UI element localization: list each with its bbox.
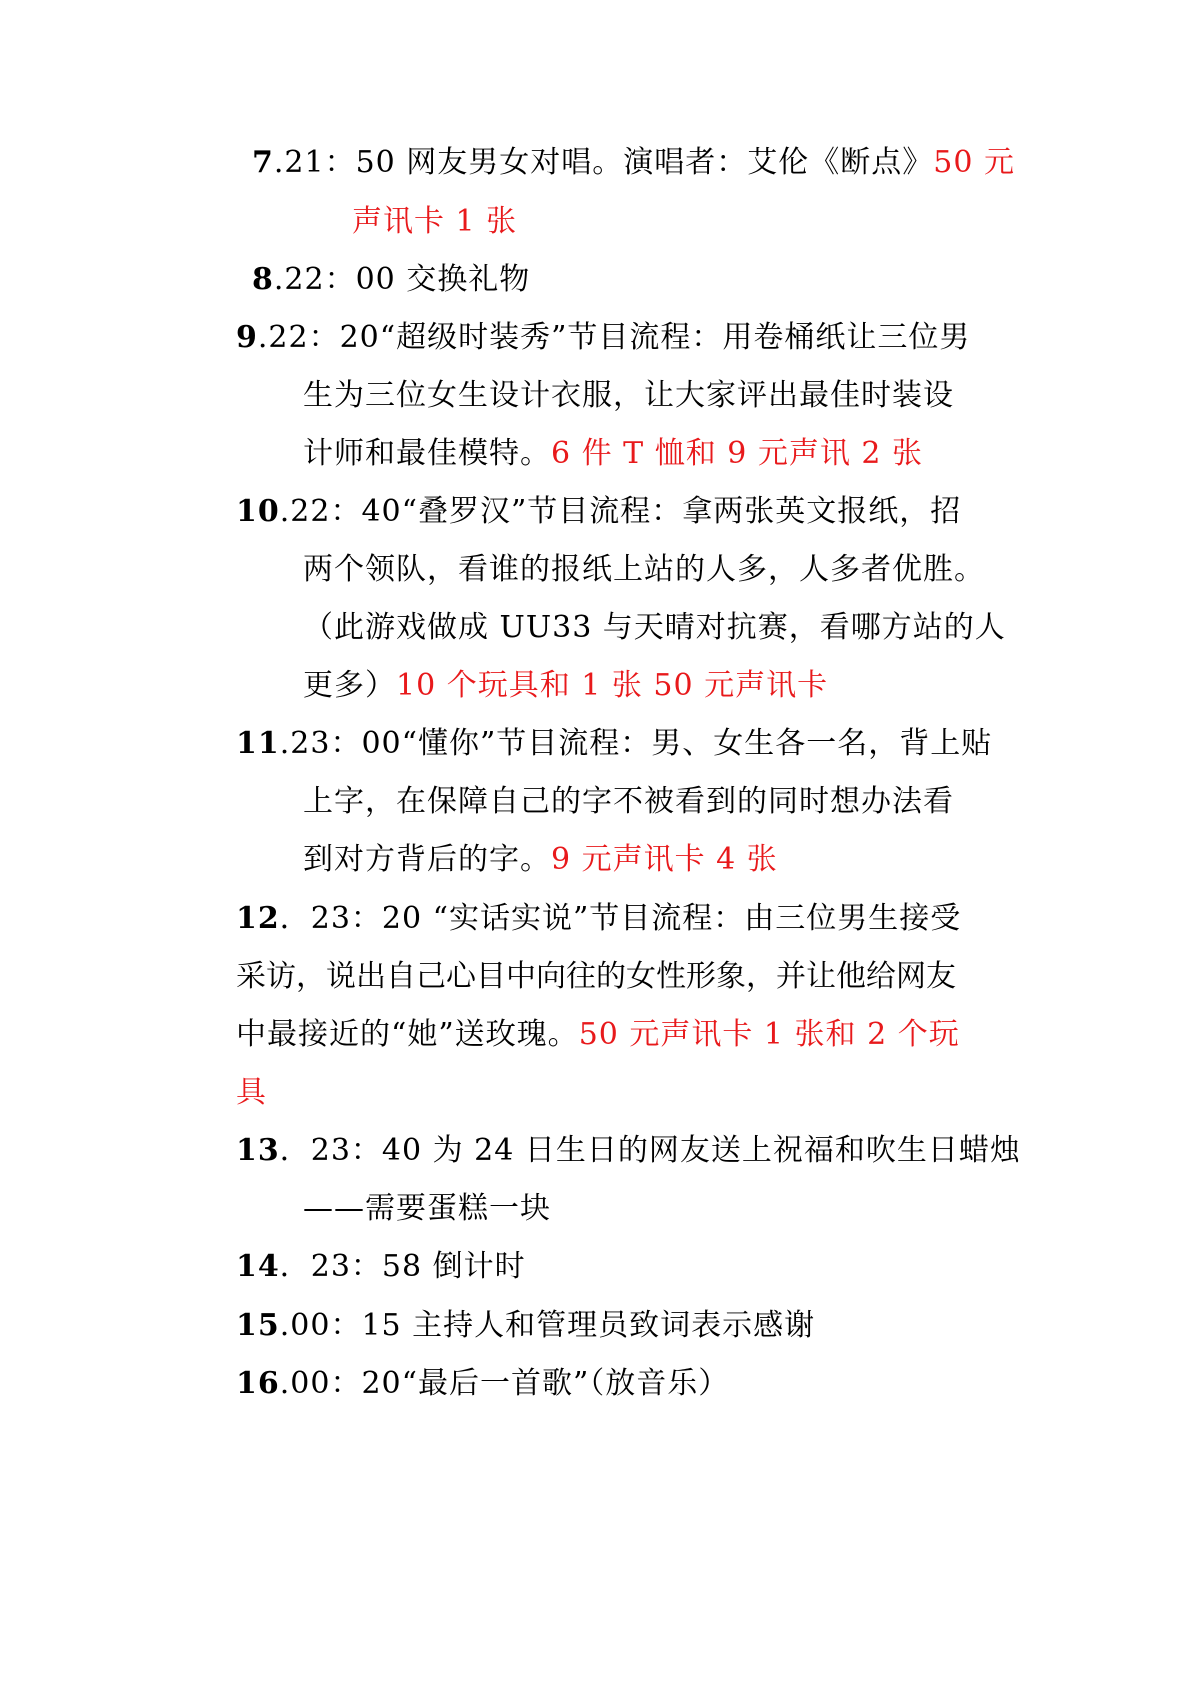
item-12-line-2 [236, 945, 956, 1008]
item-16-line-1 [236, 1352, 729, 1415]
item-8-line-1 [252, 248, 530, 311]
item-10-line-1 [236, 480, 961, 543]
item-number: 15 [236, 1308, 280, 1343]
item-13-line-1 [236, 1119, 1021, 1182]
item-text: ．23：58 倒计时 [279, 1249, 526, 1284]
item-text: ——需要蛋糕一块 [303, 1191, 551, 1226]
item-text: .00：15 主持人和管理员致词表示感谢 [279, 1308, 816, 1343]
item-number: 13 [236, 1133, 280, 1168]
prize-text: 50 元 [933, 145, 1016, 180]
item-text: 上字，在保障自己的字不被看到的同时想办法看 [303, 784, 954, 819]
item-number: 16 [236, 1366, 280, 1401]
item-text: .21：50 网友男女对唱。演唱者：艾伦《断点》 [273, 145, 934, 180]
item-text: .22：20“超级时装秀”节目流程：用卷桶纸让三位男 [257, 320, 971, 355]
prize-text: 声讯卡 1 张 [352, 204, 518, 239]
item-10-line-3 [303, 596, 1006, 659]
item-15-line-1 [236, 1294, 815, 1357]
item-text: 到对方背后的字。 [303, 842, 551, 877]
item-text: 更多） [303, 668, 396, 703]
item-12-line-1 [236, 887, 961, 950]
item-9-line-2 [303, 364, 954, 427]
item-number: 11 [236, 726, 280, 761]
item-11-line-2 [303, 770, 954, 833]
item-12-line-3 [236, 1003, 960, 1066]
item-text: .22：00 交换礼物 [273, 262, 531, 297]
item-text: 采访，说出自己心目中向往的女性形象，并让他给网友 [236, 959, 956, 994]
item-10-line-2 [303, 538, 985, 601]
item-9-line-3 [303, 422, 923, 485]
item-text: 生为三位女生设计衣服，让大家评出最佳时装设 [303, 378, 954, 413]
item-7-line-2 [352, 190, 517, 253]
prize-text: 50 元声讯卡 1 张和 2 个玩 [578, 1017, 960, 1052]
item-14-line-1 [236, 1235, 526, 1298]
item-text: 计师和最佳模特。 [303, 436, 551, 471]
prize-text: 9 元声讯卡 4 张 [551, 842, 778, 877]
item-number: 8 [252, 262, 274, 297]
item-text: （此游戏做成 UU33 与天晴对抗赛，看哪方站的人 [303, 610, 1006, 645]
item-text: .23：00“懂你”节目流程：男、女生各一名，背上贴 [279, 726, 993, 761]
prize-text: 10 个玩具和 1 张 50 元声讯卡 [396, 668, 829, 703]
item-text: 两个领队，看谁的报纸上站的人多，人多者优胜。 [303, 552, 985, 587]
prize-text: 具 [236, 1075, 267, 1110]
item-number: 10 [236, 494, 280, 529]
item-text: .22：40“叠罗汉”节目流程：拿两张英文报纸，招 [279, 494, 962, 529]
item-13-line-2 [303, 1177, 551, 1240]
item-text: ．23：20 “实话实说”节目流程：由三位男生接受 [279, 901, 962, 936]
item-number: 9 [236, 320, 258, 355]
item-11-line-3 [303, 828, 778, 891]
item-text: .00：20“最后一首歌”（放音乐） [279, 1366, 730, 1401]
item-11-line-1 [236, 712, 992, 775]
item-12-line-4 [236, 1061, 267, 1124]
prize-text: 6 件 T 恤和 9 元声讯 2 张 [551, 436, 924, 471]
item-number: 14 [236, 1249, 280, 1284]
item-text: 中最接近的“她”送玫瑰。 [236, 1017, 579, 1052]
item-number: 12 [236, 901, 280, 936]
item-7-line-1 [252, 131, 1015, 194]
item-9-line-1 [236, 306, 970, 369]
item-text: ．23：40 为 24 日生日的网友送上祝福和吹生日蜡烛 [279, 1133, 1021, 1168]
item-10-line-4 [303, 654, 828, 717]
item-number: 7 [252, 145, 274, 180]
